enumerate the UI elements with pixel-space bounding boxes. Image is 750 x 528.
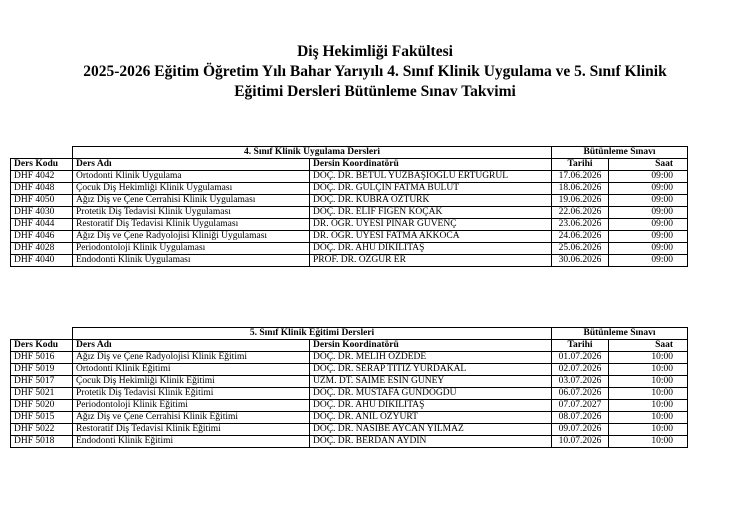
exam-time-cell: 09:00 — [609, 219, 688, 231]
table-row — [11, 424, 688, 436]
column-header-coordinator: Dersin Koordinatörü — [310, 340, 552, 352]
exam-date-cell: 03.07.2026 — [552, 376, 609, 388]
exam-time-cell: 10:00 — [609, 400, 688, 412]
coordinator-cell: DOÇ. DR. BERDAN AYDIN — [310, 436, 552, 448]
coordinator-cell: DOÇ. DR. AHU DİKİLİTAŞ — [310, 243, 552, 255]
course-name-cell: Endodonti Klinik Eğitimi — [73, 436, 310, 448]
column-header-date: Tarihi — [552, 159, 609, 171]
exam-date-cell: 25.06.2026 — [552, 243, 609, 255]
course-code-cell: DHF 4042 — [11, 171, 73, 183]
coordinator-cell: DOÇ. DR. BETÜL YÜZBAŞIOĞLU ERTUĞRUL — [310, 171, 552, 183]
exam-date-cell: 19.06.2026 — [552, 195, 609, 207]
course-code-cell: DHF 5022 — [11, 424, 73, 436]
course-name-cell: Protetik Diş Tedavisi Klinik Eğitimi — [73, 388, 310, 400]
course-code-cell: DHF 4048 — [11, 183, 73, 195]
coordinator-cell: DOÇ. DR. MUSTAFA GÜNDOĞDU — [310, 388, 552, 400]
column-header-coordinator: Dersin Koordinatörü — [310, 159, 552, 171]
column-header-code: Ders Kodu — [11, 340, 73, 352]
table-row — [11, 255, 688, 267]
course-name-cell: Endodonti Klinik Uygulaması — [73, 255, 310, 267]
exam-date-cell: 09.07.2026 — [552, 424, 609, 436]
section-title: 5. Sınıf Klinik Eğitimi Dersleri — [73, 328, 552, 340]
table-row — [11, 183, 688, 195]
table-row — [11, 388, 688, 400]
column-header-date: Tarihi — [552, 340, 609, 352]
course-name-cell: Ağız Diş ve Çene Radyolojisi Klinik Eğitimi — [73, 352, 310, 364]
exam-date-cell: 02.07.2026 — [552, 364, 609, 376]
section-title: 4. Sınıf Klinik Uygulama Dersleri — [73, 147, 552, 159]
course-name-cell: Restoratif Diş Tedavisi Klinik Eğitimi — [73, 424, 310, 436]
coordinator-cell: DOÇ. DR. KÜBRA ÖZTÜRK — [310, 195, 552, 207]
course-name-cell: Ağız Diş ve Çene Cerrahisi Klinik Uygulaması — [73, 195, 310, 207]
course-name-cell: Çocuk Diş Hekimliği Klinik Uygulaması — [73, 183, 310, 195]
course-code-cell: DHF 4046 — [11, 231, 73, 243]
coordinator-cell: PROF. DR. ÖZGÜR ER — [310, 255, 552, 267]
table-row — [11, 436, 688, 448]
course-code-cell: DHF 5018 — [11, 436, 73, 448]
course-code-cell: DHF 5019 — [11, 364, 73, 376]
course-code-cell: DHF 5017 — [11, 376, 73, 388]
course-code-cell: DHF 4050 — [11, 195, 73, 207]
exam-time-cell: 09:00 — [609, 231, 688, 243]
exam-time-cell: 09:00 — [609, 243, 688, 255]
column-header-time: Saat — [609, 340, 688, 352]
course-code-cell: DHF 4044 — [11, 219, 73, 231]
exam-time-cell: 10:00 — [609, 424, 688, 436]
exam-group-header: Bütünleme Sınavı — [552, 147, 688, 159]
column-header-name: Ders Adı — [73, 340, 310, 352]
course-name-cell: Protetik Diş Tedavisi Klinik Uygulaması — [73, 207, 310, 219]
table-row — [11, 219, 688, 231]
table-row — [11, 207, 688, 219]
course-code-cell: DHF 4030 — [11, 207, 73, 219]
exam-time-cell: 09:00 — [609, 195, 688, 207]
table-row — [11, 376, 688, 388]
document-title — [0, 42, 750, 102]
exam-date-cell: 06.07.2026 — [552, 388, 609, 400]
coordinator-cell: DOÇ. DR. SERAP TİTİZ YURDAKAL — [310, 364, 552, 376]
table-row — [11, 364, 688, 376]
exam-time-cell: 09:00 — [609, 183, 688, 195]
course-code-cell: DHF 5015 — [11, 412, 73, 424]
exam-time-cell: 09:00 — [609, 207, 688, 219]
exam-time-cell: 10:00 — [609, 412, 688, 424]
course-name-cell: Çocuk Diş Hekimliği Klinik Eğitimi — [73, 376, 310, 388]
schedule-title-line-1: 2025-2026 Eğitim Öğretim Yılı Bahar Yarıyılı 4. Sınıf Klinik Uygulama ve 5. Sınıf Klinik — [83, 63, 667, 80]
exam-date-cell: 24.06.2026 — [552, 231, 609, 243]
coordinator-cell: DR. ÖĞR. ÜYESİ FATMA AKKOCA — [310, 231, 552, 243]
table-row — [11, 243, 688, 255]
table-row — [11, 171, 688, 183]
exam-date-cell: 01.07.2026 — [552, 352, 609, 364]
table-row — [11, 231, 688, 243]
coordinator-cell: UZM. DT. SAİME ESİN GÜNEY — [310, 376, 552, 388]
course-name-cell: Restoratif Diş Tedavisi Klinik Uygulaması — [73, 219, 310, 231]
column-header-name: Ders Adı — [73, 159, 310, 171]
fifth-year-schedule-table — [10, 327, 688, 448]
exam-time-cell: 10:00 — [609, 376, 688, 388]
exam-date-cell: 17.06.2026 — [552, 171, 609, 183]
course-code-cell: DHF 4040 — [11, 255, 73, 267]
exam-date-cell: 23.06.2026 — [552, 219, 609, 231]
table-row — [11, 400, 688, 412]
coordinator-cell: DOÇ. DR. MELİH ÖZDEDE — [310, 352, 552, 364]
course-code-cell: DHF 5021 — [11, 388, 73, 400]
exam-time-cell: 10:00 — [609, 388, 688, 400]
exam-group-header: Bütünleme Sınavı — [552, 328, 688, 340]
exam-time-cell: 10:00 — [609, 364, 688, 376]
course-code-cell: DHF 4028 — [11, 243, 73, 255]
course-code-cell: DHF 5016 — [11, 352, 73, 364]
fourth-year-schedule-table — [10, 146, 688, 267]
exam-time-cell: 09:00 — [609, 171, 688, 183]
table-row — [11, 352, 688, 364]
exam-time-cell: 09:00 — [609, 255, 688, 267]
table-row — [11, 195, 688, 207]
exam-date-cell: 18.06.2026 — [552, 183, 609, 195]
course-code-cell: DHF 5020 — [11, 400, 73, 412]
coordinator-cell: DOÇ. DR. ELİF FİGEN KOÇAK — [310, 207, 552, 219]
coordinator-cell: DOÇ. DR. AHU DİKİLİTAŞ — [310, 400, 552, 412]
table-row — [11, 412, 688, 424]
exam-date-cell: 22.06.2026 — [552, 207, 609, 219]
exam-date-cell: 30.06.2026 — [552, 255, 609, 267]
coordinator-cell: DOÇ. DR. NASİBE AYCAN YILMAZ — [310, 424, 552, 436]
course-name-cell: Ağız Diş ve Çene Cerrahisi Klinik Eğitimi — [73, 412, 310, 424]
schedule-title-line-2: Eğitimi Dersleri Bütünleme Sınav Takvimi — [234, 83, 516, 100]
column-header-time: Saat — [609, 159, 688, 171]
coordinator-cell: DR. ÖĞR. ÜYESİ PINAR GÜVENÇ — [310, 219, 552, 231]
faculty-title: Diş Hekimliği Fakültesi — [297, 43, 453, 60]
course-name-cell: Ortodonti Klinik Eğitimi — [73, 364, 310, 376]
exam-date-cell: 08.07.2026 — [552, 412, 609, 424]
course-name-cell: Ortodonti Klinik Uygulama — [73, 171, 310, 183]
coordinator-cell: DOÇ. DR. ANIL ÖZYURT — [310, 412, 552, 424]
exam-time-cell: 10:00 — [609, 436, 688, 448]
course-name-cell: Periodontoloji Klinik Uygulaması — [73, 243, 310, 255]
exam-time-cell: 10:00 — [609, 352, 688, 364]
course-name-cell: Periodontoloji Klinik Eğitimi — [73, 400, 310, 412]
exam-date-cell: 07.07.2027 — [552, 400, 609, 412]
course-name-cell: Ağız Diş ve Çene Radyolojisi Kliniği Uygulaması — [73, 231, 310, 243]
exam-date-cell: 10.07.2026 — [552, 436, 609, 448]
column-header-code: Ders Kodu — [11, 159, 73, 171]
coordinator-cell: DOÇ. DR. GÜLÇİN FATMA BULUT — [310, 183, 552, 195]
